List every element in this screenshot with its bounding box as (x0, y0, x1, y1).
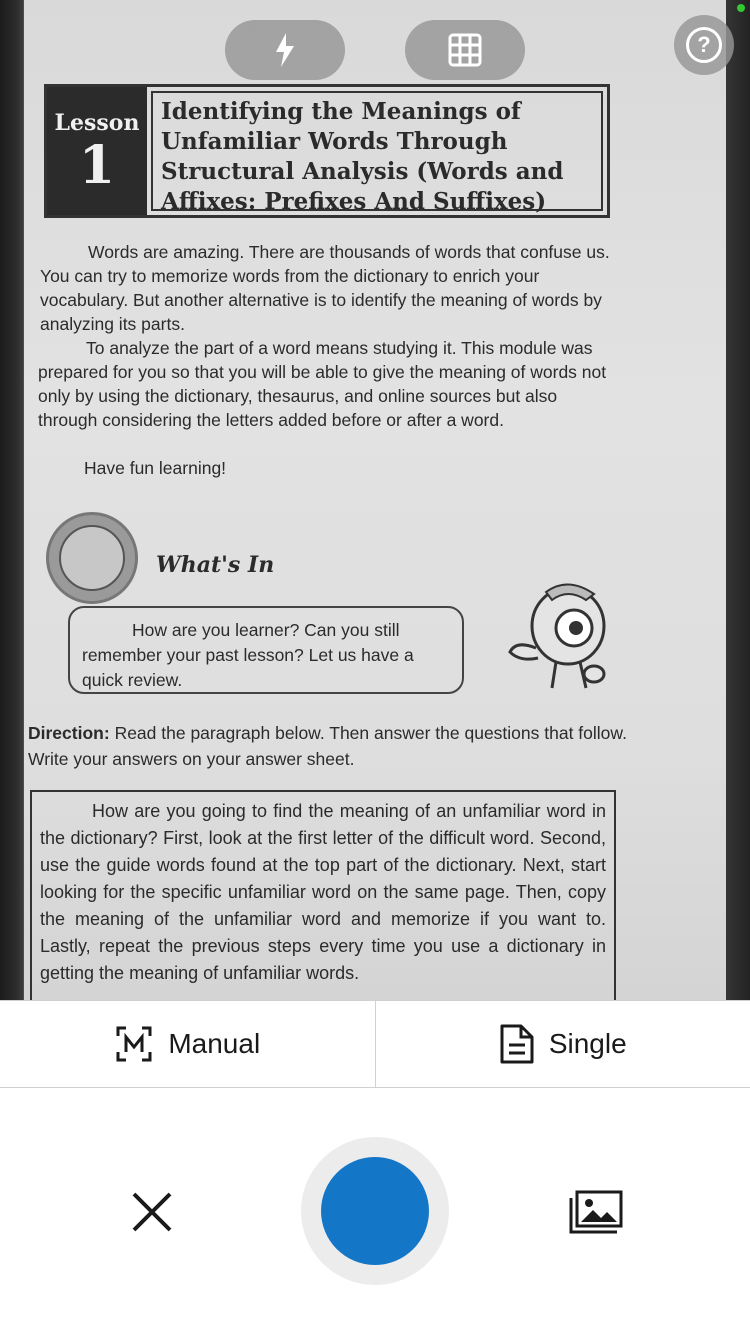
capture-controls (0, 1088, 750, 1334)
gallery-icon (567, 1188, 625, 1236)
lesson-number: 1 (78, 135, 116, 196)
direction-label: Direction: (28, 723, 110, 743)
manual-label: Manual (168, 1028, 261, 1059)
shutter-core (321, 1157, 429, 1265)
boxed-paragraph: How are you going to find the meaning of an unfamiliar word in the dictionary? First, look at the first letter of the difficult word. Second, use the guide words found at the top part of the dictionary. Next, start looking for the specific unfamiliar word on the same page. Then, copy the meaning of the unfamiliar word and memorize if you want to. Lastly, repeat the previous steps every time you use a dictionary in getting the meaning of unfamiliar words. (30, 790, 616, 1000)
lesson-header (44, 84, 610, 218)
fun-line: Have fun learning! (84, 458, 227, 478)
puzzle-icon (46, 512, 138, 604)
mascot-illustration (506, 578, 606, 698)
lesson-word: Lesson (54, 110, 140, 136)
module-paragraph: To analyze the part of a word means studying it. This module was prepared for you so that you will be able to give the meaning of words not only by using the dictionary, thesaurus, and online sources but also through considering the letters added before or after a word. (38, 338, 607, 430)
speech-bubble: How are you learner? Can you still remember your past lesson? Let us have a quick review. (68, 606, 464, 694)
help-icon: ? (686, 27, 722, 63)
mode-bar (0, 1000, 750, 1088)
document-icon (499, 1023, 535, 1065)
help-button[interactable] (674, 15, 734, 75)
shutter-button[interactable] (301, 1137, 449, 1285)
camera-active-indicator (737, 4, 745, 12)
document-page (24, 0, 726, 1000)
flash-button[interactable] (225, 20, 345, 80)
intro-paragraph: Words are amazing. There are thousands of words that confuse us. You can try to memorize words from the dictionary to enrich your vocabulary. But another alternative is to identify the meaning of words by analyzing its parts. (40, 242, 610, 334)
close-icon (130, 1190, 174, 1234)
grid-icon (448, 33, 482, 67)
direction-body: Read the paragraph below. Then answer the questions that follow. Write your answers on your answer sheet. (28, 723, 627, 769)
lesson-badge (47, 87, 147, 215)
single-mode-button[interactable] (375, 1001, 750, 1087)
direction-text (28, 720, 628, 772)
manual-capture-icon (114, 1024, 154, 1064)
section-title: What's In (156, 552, 275, 578)
lesson-title: Identifying the Meanings of Unfamiliar Words Through Structural Analysis (Words and Affixes: Prefixes And Suffixes) (151, 91, 603, 211)
single-label: Single (548, 1028, 627, 1059)
gallery-button[interactable] (564, 1182, 628, 1242)
flash-icon (274, 33, 296, 67)
whats-in-header (46, 512, 396, 594)
manual-mode-button[interactable] (0, 1001, 375, 1087)
grid-button[interactable] (405, 20, 525, 80)
close-button[interactable] (122, 1182, 182, 1242)
